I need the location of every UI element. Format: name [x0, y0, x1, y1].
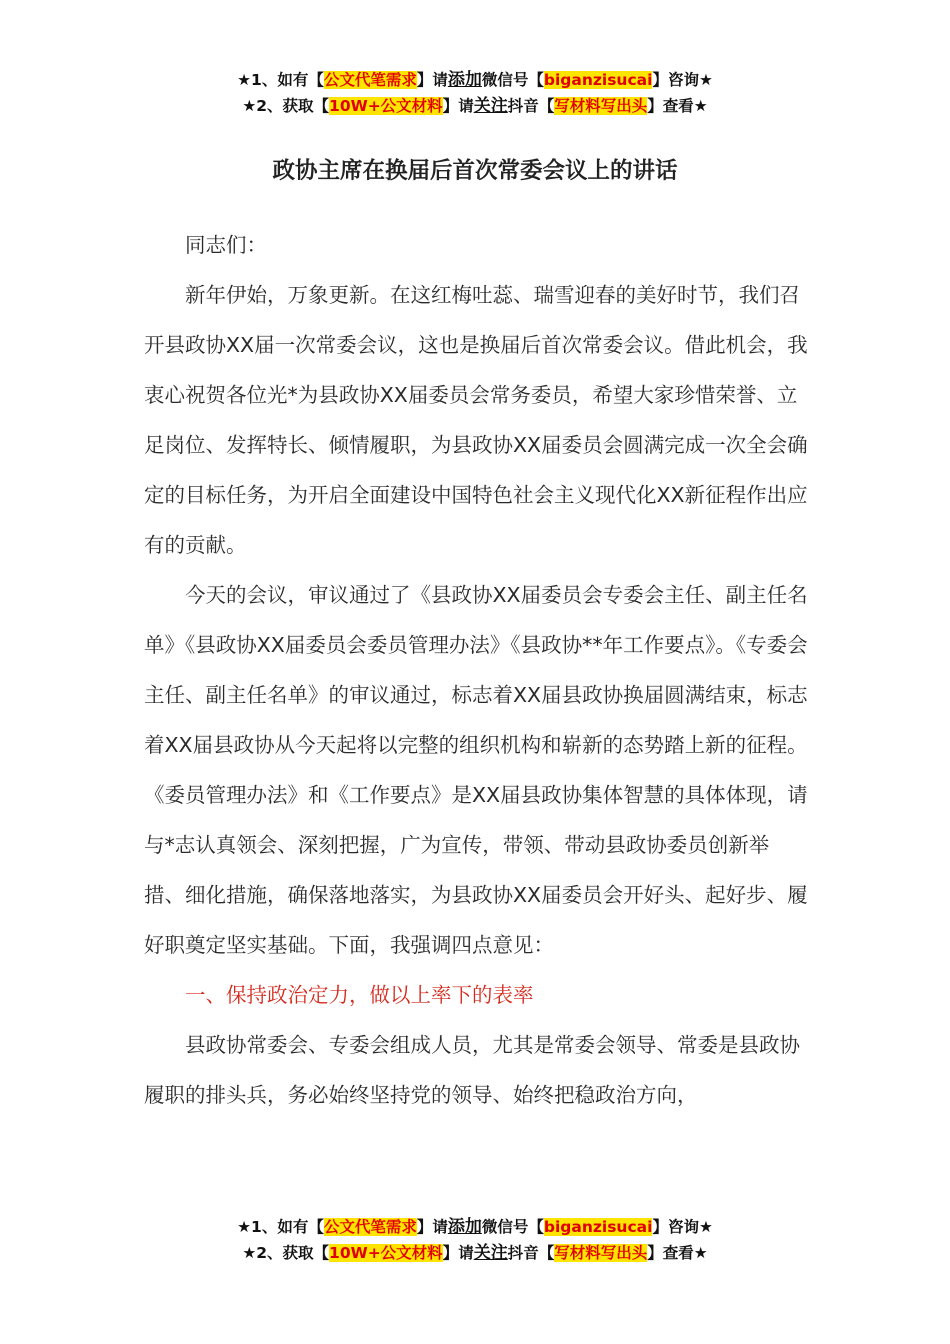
document-title: 政协主席在换届后首次常委会议上的讲话	[272, 158, 678, 184]
banner-highlight: biganzisucai	[543, 1218, 653, 1236]
banner-text: 】查看★	[647, 1244, 708, 1262]
banner-text: 微信号【	[481, 71, 544, 89]
body-paragraph: 新年伊始，万象更新。在这红梅吐蕊、瑞雪迎春的美好时节，我们召开县政协XX届一次常委会议，这也是换届后首次常委会议。借此机会，我衷心祝贺各位光*为县政协XX届委员会常务委员，希望大家珍惜荣誉、立足岗位、发挥特长、倾情履职，为县政协XX届委员会圆满完成一次全会确定的目标任务，为开启全面建设中国特色社会主义现代化XX新征程作出应有的贡献。	[144, 283, 808, 557]
banner-highlight: 写材料写出头	[554, 97, 648, 115]
banner-highlight: 公文代笔需求	[323, 1218, 417, 1236]
banner-highlight: 10W+公文材料	[329, 1244, 443, 1262]
banner-text: 】请	[416, 1218, 448, 1236]
banner-text: 】请	[442, 1244, 474, 1262]
banner-line-1	[0, 1214, 950, 1240]
salutation: 同志们：	[185, 233, 267, 257]
banner-emphasis: 添加	[447, 1217, 482, 1237]
header-banner	[0, 67, 950, 119]
footer-banner	[0, 1214, 950, 1266]
banner-text: 】查看★	[647, 97, 708, 115]
body-paragraph: 县政协常委会、专委会组成人员，尤其是常委会领导、常委是县政协履职的排头兵，务必始终坚持党的领导、始终把稳政治方向，	[144, 1033, 800, 1107]
banner-text: 抖音【	[507, 97, 555, 115]
banner-highlight: 写材料写出头	[554, 1244, 648, 1262]
banner-text: ★1、如有【	[237, 1218, 324, 1236]
banner-line-1	[0, 67, 950, 93]
banner-text: ★1、如有【	[237, 71, 324, 89]
banner-text: 微信号【	[481, 1218, 544, 1236]
banner-text: 抖音【	[507, 1244, 555, 1262]
banner-text: 】请	[442, 97, 474, 115]
banner-emphasis: 关注	[473, 1243, 508, 1263]
banner-emphasis: 关注	[473, 96, 508, 116]
banner-line-2	[0, 93, 950, 119]
banner-text: 】请	[416, 71, 448, 89]
banner-text: ★2、获取【	[242, 97, 330, 115]
banner-text: ★2、获取【	[242, 1244, 330, 1262]
banner-line-2	[0, 1240, 950, 1266]
document-body	[144, 220, 808, 1120]
banner-text: 】咨询★	[652, 71, 713, 89]
banner-text: 】咨询★	[652, 1218, 713, 1236]
banner-emphasis: 添加	[447, 70, 482, 90]
banner-highlight: 公文代笔需求	[323, 71, 417, 89]
banner-highlight: 10W+公文材料	[329, 97, 443, 115]
body-paragraph: 今天的会议，审议通过了《县政协XX届委员会专委会主任、副主任名单》《县政协XX届委员会委员管理办法》《县政协**年工作要点》。《专委会主任、副主任名单》的审议通过，标志着XX届县政协换届圆满结束，标志着XX届县政协从今天起将以完整的组织机构和崭新的态势踏上新的征程。《委员管理办法》和《工作要点》是XX届县政协集体智慧的具体体现，请与*志认真领会、深刻把握，广为宣传，带领、带动县政协委员创新举措、细化措施，确保落地落实，为县政协XX届委员会开好头、起好步、履好职奠定坚实基础。下面，我强调四点意见：	[144, 583, 808, 957]
banner-highlight: biganzisucai	[543, 71, 653, 89]
section-heading: 一、保持政治定力，做以上率下的表率	[185, 983, 534, 1007]
